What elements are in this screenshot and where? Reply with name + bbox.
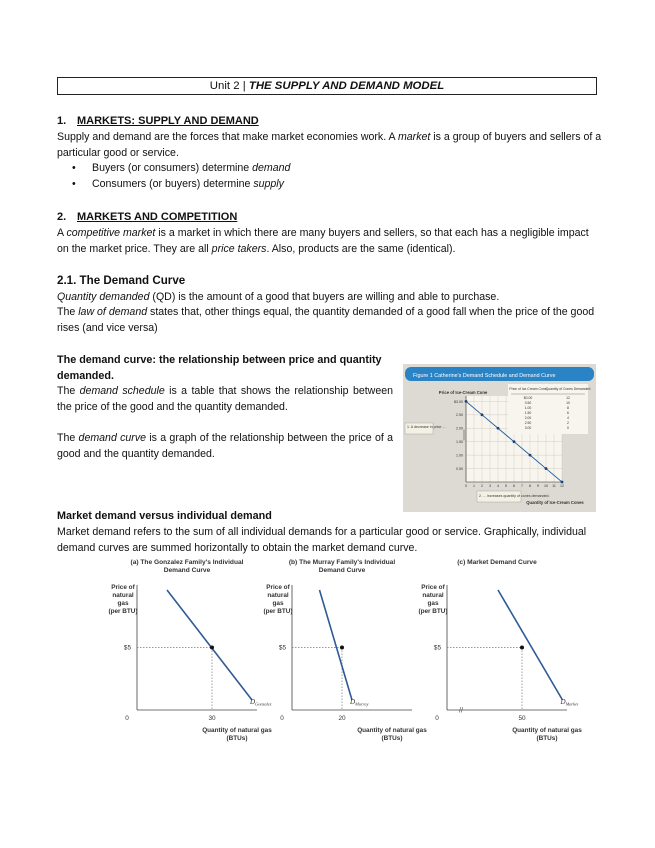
x-tick-label: 6 xyxy=(513,484,515,488)
x-tick-label: 9 xyxy=(537,484,539,488)
x-axis-label: Quantity of natural gas xyxy=(512,727,582,734)
market-demand-paragraph: Market demand refers to the sum of all individual demands for a particular good or service. Graphically, individual demand curves are summed horizontally to obtain the market demand curve. xyxy=(57,526,587,554)
x-tick-label: 4 xyxy=(497,484,499,488)
y-tick-label: 2.00 xyxy=(456,426,463,431)
y-axis-label: (per BTU) xyxy=(418,608,448,615)
equilibrium-point xyxy=(210,646,214,650)
x-tick-label: 3 xyxy=(489,484,491,488)
data-point xyxy=(561,481,564,484)
table-cell: 10 xyxy=(566,401,570,405)
x-axis-label: Quantity of natural gas xyxy=(357,727,427,734)
x-axis-label: (BTUs) xyxy=(381,735,403,742)
y-axis-label: gas xyxy=(117,600,129,607)
quantity-tick-label: 20 xyxy=(338,715,346,722)
y-axis-label: natural xyxy=(112,592,134,599)
demand-schedule-paragraph: The demand schedule is a table that shows the relationship between the price of the good and the quantity demanded. xyxy=(57,385,394,413)
table-cell: 1.50 xyxy=(524,411,532,415)
y-tick-label: 0.50 xyxy=(456,466,463,471)
table-cell: 12 xyxy=(566,396,570,400)
unit-title-box xyxy=(57,77,597,95)
origin-label: 0 xyxy=(280,715,284,722)
data-point xyxy=(497,427,500,430)
figure-1-annot-bottom: 2. ... increases quantity of cones demanded. xyxy=(479,494,550,498)
natural-gas-demand-figure xyxy=(95,558,582,748)
panel-title: Demand Curve xyxy=(318,567,366,574)
x-tick-label: 11 xyxy=(552,484,556,488)
demand-curve-paragraph: The demand curve is a graph of the relationship between the price of a good and the quantity demanded. xyxy=(57,432,393,460)
panel-title: (a) The Gonzalez Family's Individual xyxy=(130,559,244,566)
market-demand-subheading: Market demand versus individual demand xyxy=(57,510,272,522)
origin-label: 0 xyxy=(125,715,129,722)
demand-curve-subheading: The demand curve: the relationship between price and quantity demanded. xyxy=(57,354,382,382)
data-point xyxy=(481,413,484,416)
figure-1-table xyxy=(508,384,590,434)
y-axis-label: Price of xyxy=(111,584,135,591)
y-tick-label: 2.50 xyxy=(456,413,463,418)
y-axis-label: gas xyxy=(272,600,284,607)
table-cell: 0 xyxy=(567,426,569,430)
section-2-1-heading: 2.1. The Demand Curve xyxy=(57,274,186,287)
list-item: • Buyers (or consumers) determine demand xyxy=(57,161,597,177)
x-tick-label: 1 xyxy=(473,484,475,488)
x-axis-label: (BTUs) xyxy=(226,735,248,742)
origin-label: 0 xyxy=(435,715,439,722)
section-1-bullets xyxy=(57,161,597,192)
price-tick-label: $5 xyxy=(433,644,441,652)
figure-1-ylabel: Price of Ice-Cream Cone xyxy=(438,390,488,395)
y-tick-label: $3.00 xyxy=(454,399,463,404)
x-tick-label: 0 xyxy=(465,484,467,488)
x-tick-label: 2 xyxy=(481,484,483,488)
y-axis-label: gas xyxy=(427,600,439,607)
table-cell: 2.50 xyxy=(524,421,532,425)
x-tick-label: 7 xyxy=(521,484,523,488)
section-2-paragraph: A competitive market is a market in which there are many buyers and sellers, so that each has a negligible impact on the market price. They are all price takers. Also, products are the same (identical). xyxy=(57,227,589,255)
y-axis-label: natural xyxy=(422,592,444,599)
x-axis-label: Quantity of natural gas xyxy=(202,727,272,734)
demand-panel xyxy=(418,559,582,742)
demand-panel xyxy=(263,559,427,742)
panel-title: (c) Market Demand Curve xyxy=(457,559,537,566)
demand-curve xyxy=(498,590,563,700)
curve-label: $D_{Gonzalez}$ xyxy=(250,698,272,707)
table-cell: 4 xyxy=(567,416,569,420)
data-point xyxy=(465,400,468,403)
curve-label: $D_{Market}$ xyxy=(560,698,579,707)
y-axis-label: (per BTU) xyxy=(108,608,138,615)
table-cell: 3.00 xyxy=(524,426,532,430)
table-cell: $0.00 xyxy=(523,396,533,400)
y-axis-label: Price of xyxy=(421,584,445,591)
x-tick-label: 12 xyxy=(560,484,564,488)
y-axis-label: natural xyxy=(267,592,289,599)
x-tick-label: 10 xyxy=(544,484,548,488)
panel-title: Demand Curve xyxy=(163,567,211,574)
table-cell: 6 xyxy=(567,411,569,415)
axis-break-mark: // xyxy=(459,707,463,715)
table-cell: 1.00 xyxy=(524,406,532,410)
section-1-paragraph: Supply and demand are the forces that make market economies work. A market is a group of buyers and sellers of a particular good or service. xyxy=(57,131,602,159)
x-tick-label: 8 xyxy=(529,484,531,488)
figure-1-xlabel: Quantity of Ice-Cream Cones xyxy=(526,500,584,505)
table-cell: 0.50 xyxy=(524,401,532,405)
unit-number: Unit 2 | xyxy=(209,80,246,92)
table-header: Quantity of Cones Demanded xyxy=(545,387,591,391)
data-point xyxy=(545,467,548,470)
law-of-demand-paragraph: The law of demand states that, other things equal, the quantity demanded of a good fall when the price of the good rises (and vice versa) xyxy=(57,306,595,334)
table-background xyxy=(508,384,588,434)
price-tick-label: $5 xyxy=(123,644,131,652)
demand-curve xyxy=(167,590,252,700)
unit-title: THE SUPPLY AND DEMAND MODEL xyxy=(248,80,445,92)
y-tick-label: 1.50 xyxy=(456,440,463,445)
quantity-tick-label: 30 xyxy=(208,715,216,722)
figure-1-annot-left: 1. A decrease in price ... xyxy=(407,425,446,429)
figure-1-demand-schedule xyxy=(403,364,596,512)
figure-1-title: Figure 1 Catherine's Demand Schedule and Demand Curve xyxy=(413,373,556,379)
quantity-tick-label: 50 xyxy=(518,715,526,722)
x-tick-label: 5 xyxy=(505,484,507,488)
demand-curve xyxy=(320,590,353,700)
equilibrium-point xyxy=(520,646,524,650)
y-axis-label: Price of xyxy=(266,584,290,591)
section-1-heading: 1. MARKETS: SUPPLY AND DEMAND xyxy=(57,115,259,127)
curve-label: $D_{Murray}$ xyxy=(350,698,369,707)
y-tick-label: 1.00 xyxy=(456,453,463,458)
x-axis-label: (BTUs) xyxy=(536,735,558,742)
section-2-heading: 2. MARKETS AND COMPETITION xyxy=(57,211,238,223)
equilibrium-point xyxy=(340,646,344,650)
demand-panel xyxy=(108,559,272,742)
table-header: Price of Ice-Cream Cone xyxy=(509,387,547,391)
quantity-demanded-paragraph: Quantity demanded (QD) is the amount of a good that buyers are willing and able to purchase. xyxy=(57,291,500,303)
table-cell: 8 xyxy=(567,406,569,410)
price-tick-label: $5 xyxy=(278,644,286,652)
data-point xyxy=(529,454,532,457)
y-axis-label: (per BTU) xyxy=(263,608,293,615)
data-point xyxy=(513,440,516,443)
panel-title: (b) The Murray Family's Individual xyxy=(288,559,396,566)
table-cell: 2 xyxy=(567,421,569,425)
list-item: • Consumers (or buyers) determine supply xyxy=(57,177,597,193)
table-cell: 2.00 xyxy=(524,416,532,420)
